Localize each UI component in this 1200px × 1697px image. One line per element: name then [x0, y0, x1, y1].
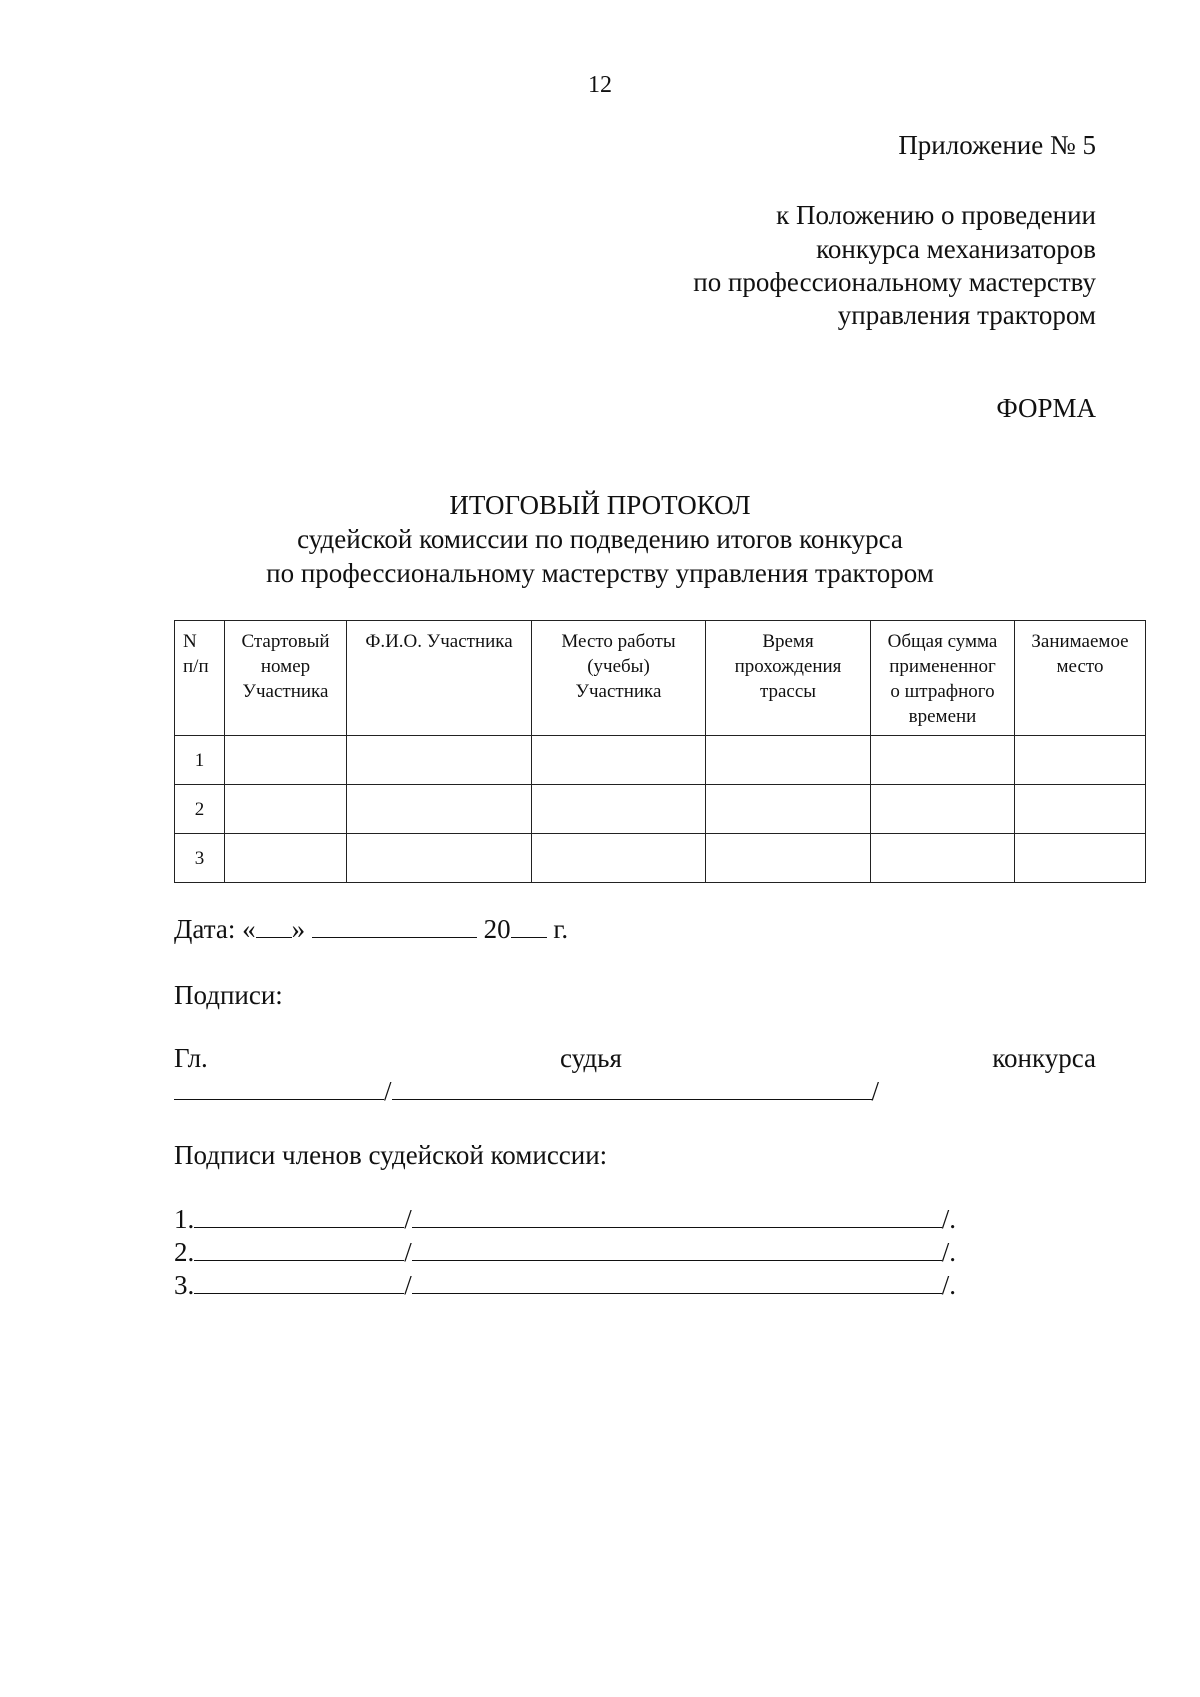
month-blank[interactable] — [312, 913, 477, 938]
table-cell — [871, 834, 1015, 883]
member-end: /. — [941, 1237, 957, 1267]
table-cell — [532, 785, 706, 834]
date-close-quote: » — [291, 914, 306, 944]
table-cell — [347, 834, 532, 883]
signatures-label: Подписи: — [174, 980, 283, 1010]
member-end: /. — [941, 1270, 957, 1300]
member-signature-line — [174, 1203, 956, 1235]
chief-judge-word-1: Гл. — [174, 1043, 208, 1073]
member-name-blank[interactable] — [412, 1269, 942, 1294]
table-cell — [225, 736, 347, 785]
chief-end-slash: / — [871, 1076, 880, 1106]
reference-line-3: по профессиональному мастерству — [693, 267, 1096, 297]
table-row — [175, 785, 1146, 834]
table-cell — [871, 736, 1015, 785]
table-cell — [225, 834, 347, 883]
chief-signature-blank[interactable] — [174, 1075, 384, 1100]
chief-name-blank[interactable] — [392, 1075, 872, 1100]
table-cell — [706, 736, 871, 785]
member-signature-blank[interactable] — [194, 1236, 404, 1261]
member-signature-line — [174, 1269, 956, 1301]
member-signature-line — [174, 1236, 956, 1268]
member-number: 1. — [174, 1204, 195, 1234]
header-workplace: Место работы (учебы) Участника — [532, 621, 706, 736]
member-name-blank[interactable] — [412, 1203, 942, 1228]
year-prefix: 20 — [483, 914, 511, 944]
header-number: N п/п — [175, 621, 225, 736]
table-cell — [871, 785, 1015, 834]
header-start-number: Стартовый номер Участника — [225, 621, 347, 736]
chief-separator: / — [384, 1076, 392, 1106]
member-signature-blank[interactable] — [194, 1269, 404, 1294]
table-cell — [532, 736, 706, 785]
table-cell — [347, 785, 532, 834]
date-line — [174, 913, 568, 945]
table-cell — [1015, 834, 1146, 883]
table-cell — [225, 785, 347, 834]
table-cell — [532, 834, 706, 883]
table-cell — [1015, 785, 1146, 834]
reference-line-1: к Положению о проведении — [776, 200, 1096, 230]
table-cell: 2 — [175, 785, 225, 834]
appendix-label: Приложение № 5 — [898, 130, 1096, 160]
year-blank[interactable] — [511, 913, 547, 938]
member-separator: / — [404, 1204, 412, 1234]
date-open-quote: « — [242, 914, 256, 944]
document-subtitle-1: судейской комиссии по подведению итогов конкурса — [297, 524, 903, 554]
table-cell: 1 — [175, 736, 225, 785]
results-table — [174, 620, 1146, 883]
year-suffix: г. — [553, 914, 569, 944]
header-track-time: Время прохождения трассы — [706, 621, 871, 736]
date-label: Дата: — [174, 914, 236, 944]
page-number: 12 — [588, 72, 612, 98]
table-row — [175, 736, 1146, 785]
table-cell — [1015, 736, 1146, 785]
member-number: 3. — [174, 1270, 195, 1300]
form-label: ФОРМА — [996, 393, 1096, 423]
chief-judge-word-2: судья — [560, 1043, 622, 1073]
member-name-blank[interactable] — [412, 1236, 942, 1261]
member-separator: / — [404, 1270, 412, 1300]
chief-judge-word-3: конкурса — [992, 1043, 1096, 1073]
member-separator: / — [404, 1237, 412, 1267]
member-signature-blank[interactable] — [194, 1203, 404, 1228]
member-end: /. — [941, 1204, 957, 1234]
day-blank[interactable] — [256, 913, 292, 938]
document-title: ИТОГОВЫЙ ПРОТОКОЛ — [449, 490, 751, 520]
reference-line-4: управления трактором — [837, 300, 1096, 330]
table-row — [175, 834, 1146, 883]
table-header-row — [175, 621, 1146, 736]
table-cell — [706, 834, 871, 883]
members-label: Подписи членов судейской комиссии: — [174, 1140, 608, 1170]
table-cell — [706, 785, 871, 834]
header-place: Занимаемое место — [1015, 621, 1146, 736]
document-subtitle-2: по профессиональному мастерству управления трактором — [266, 558, 934, 588]
table-cell: 3 — [175, 834, 225, 883]
chief-judge-signature-line — [174, 1075, 879, 1107]
header-penalty-time: Общая сумма примененног о штрафного времени — [871, 621, 1015, 736]
reference-line-2: конкурса механизаторов — [816, 234, 1096, 264]
header-full-name: Ф.И.О. Участника — [347, 621, 532, 736]
member-number: 2. — [174, 1237, 195, 1267]
table-cell — [347, 736, 532, 785]
